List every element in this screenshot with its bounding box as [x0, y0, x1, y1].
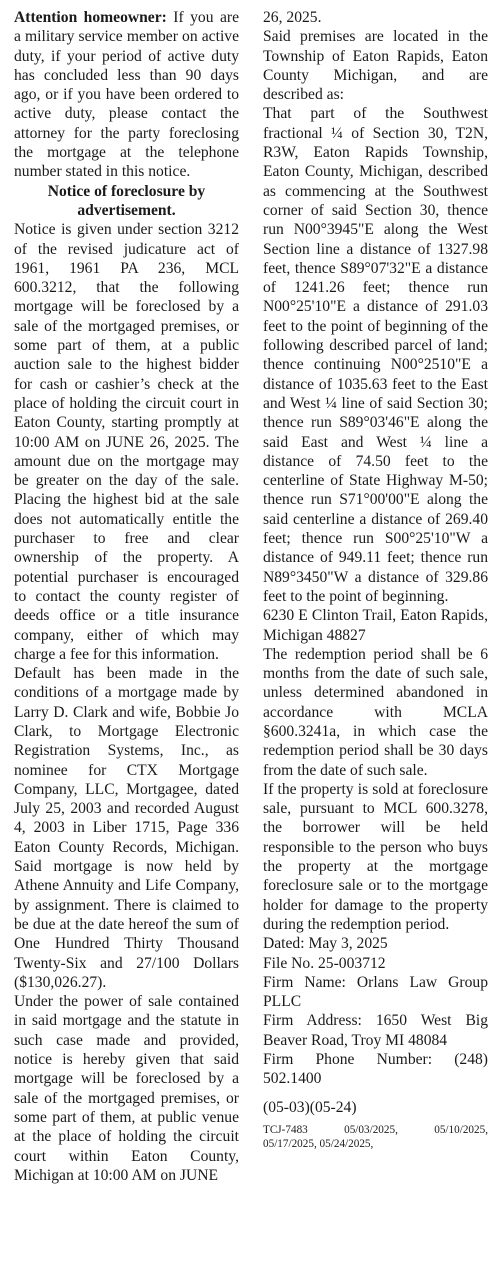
default-paragraph: Default has been made in the conditions of a mortgage made by Larry D. Clark and wife, Bobbie Jo Clark, to Mortgage Electronic Registration Systems, Inc., as nominee for CTX Mortgage Company, LLC, Mortgagee, dated July 25, 2003 and recorded August 4, 2003 in Liber 1715, Page 336 Eaton County Records, Michigan. Said mortgage is now held by Athene Annuity and Life Company, by assignment. There is claimed to be due at the date hereof the sum of One Hundred Thirty Thousand Twenty-Six and 27/100 Dollars ($130,026.27).	[14, 665, 239, 991]
publication-date-2: 05/10/2025,	[434, 1123, 488, 1136]
firm-address: Firm Address: 1650 West Big Beaver Road, Troy MI 48084	[263, 1012, 488, 1049]
attention-paragraph	[14, 8, 239, 182]
attention-label: Attention homeowner:	[14, 9, 167, 26]
firm-name: Firm Name: Orlans Law Group PLLC	[263, 973, 488, 1011]
run-dates: (05-03)(05-24)	[263, 1098, 357, 1116]
firm-phone: Firm Phone Number: (248) 502.1400	[263, 1051, 488, 1088]
attention-text: If you are a military service member on active duty, if your period of active duty has concluded less than 90 days ago, or if you have been ordered to active duty, please contact the attorney for the party foreclosing the mortgage at the telephone number stated in this notice.	[14, 9, 240, 181]
ad-id: TCJ-7483	[263, 1123, 308, 1136]
location-paragraph: Said premises are located in the Township of Eaton Rapids, Eaton County Michigan, and are described as:	[263, 28, 488, 104]
right-column	[263, 8, 488, 1275]
publication-dates-rest: 05/17/2025, 05/24/2025,	[263, 1137, 374, 1150]
dated-line: Dated: May 3, 2025	[263, 935, 388, 953]
continued-sale-date: 26, 2025.	[263, 9, 322, 26]
redemption-paragraph: The redemption period shall be 6 months from the date of such sale, unless determined abandoned in accordance with MCLA §600.3241a, in which case the redemption period shall be 30 days from the date of such sale.	[263, 645, 488, 779]
property-sold-paragraph: If the property is sold at foreclosure sale, pursuant to MCL 600.3278, the borrower will be held responsible to the person who buys the property at the mortgage foreclosure sale or to the mortgage holder for damage to the property during the redemption period.	[263, 780, 488, 933]
publication-date-1: 05/03/2025,	[344, 1123, 398, 1136]
notice-paragraph: Notice is given under section 3212 of the revised judicature act of 1961, 1961 PA 236, MCL 600.3212, that the following mortgage will be foreclosed by a sale of the mortgaged premises, or some part of them, at a public auction sale to the highest bidder for cash or cashier’s check at the place of holding the circuit court in Eaton County, starting promptly at 10:00 AM on JUNE 26, 2025. The amount due on the mortgage may be greater on the day of the sale. Placing the highest bid at the sale does not automatically entitle the purchaser to free and clear ownership of the property. A potential purchaser is encouraged to contact the county register of deeds office or a title insurance company, either of which may charge a fee for this information.	[14, 221, 239, 663]
property-address: 6230 E Clinton Trail, Eaton Rapids, Michigan 48827	[263, 607, 488, 644]
power-of-sale-paragraph: Under the power of sale contained in said mortgage and the statute in such case made and provided, notice is hereby given that said mortgage will be foreclosed by a sale of the mortgaged premises, or some part of them, at public venue at the place of holding the circuit court within Eaton County, Michigan at 10:00 AM on JUNE	[14, 993, 239, 1184]
publication-info	[263, 1123, 488, 1151]
legal-description-paragraph: That part of the Southwest fractional ¼ of Section 30, T2N, R3W, Eaton Rapids Township, Eaton County, Michigan, described as commencing at the Southwest corner of said Section 30, thence run N00°3945"E along the West Section line a distance of 1327.98 feet, thence S89°07'32"E a distance of 1241.26 feet; thence run N00°25'10"E a distance of 291.03 feet to the point of beginning of the following described parcel of land; thence continuing N00°2510"E a distance of 1035.63 feet to the East and West ¼ line of said Section 30; thence run S89°03'46"E along the said East and West ¼ line a distance of 74.50 feet to the centerline of State Highway M-50; thence run S71°00'00"E along the said centerline a distance of 269.40 feet; thence run S00°25'10"W a distance of 949.11 feet; thence run N89°3450"W a distance of 329.86 feet to the point of beginning.	[263, 105, 488, 605]
notice-heading: Notice of foreclosure by advertisement.	[47, 182, 206, 219]
publication-row	[263, 1123, 488, 1137]
left-column	[14, 8, 239, 1275]
file-number: File No. 25-003712	[263, 954, 386, 972]
